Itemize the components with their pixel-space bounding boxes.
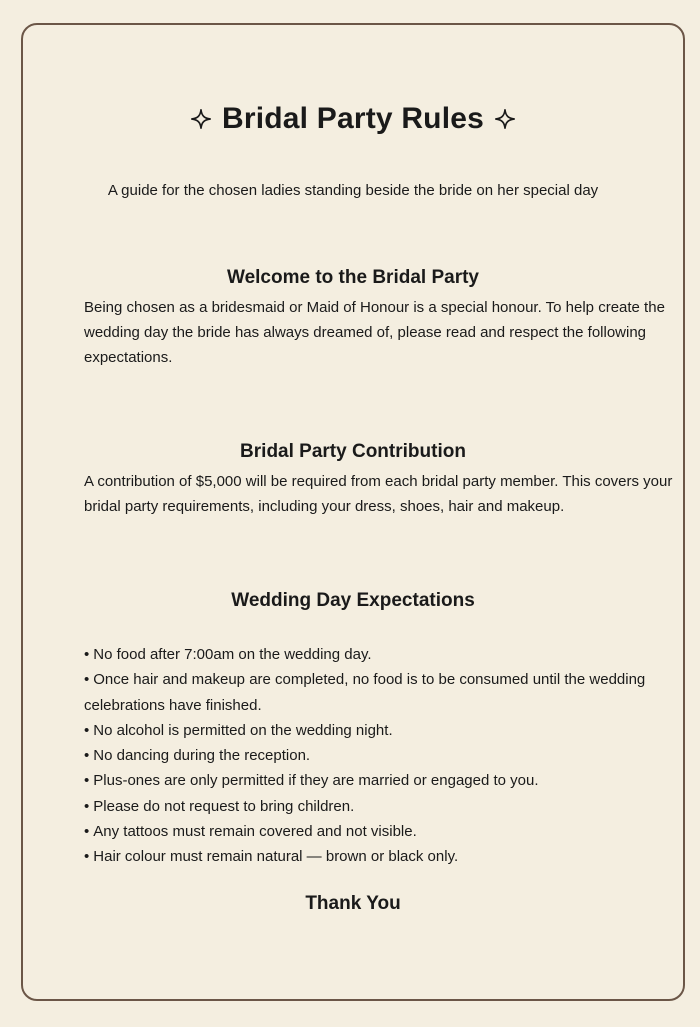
list-item [84, 819, 684, 844]
welcome-paragraph: Being chosen as a bridesmaid or Maid of Honour is a special honour. To help create the wedding day the bride has always dreamed of, please read and respect the following expectations. [84, 299, 665, 366]
rules-card [21, 23, 685, 1001]
rule-text: No food after 7:00am on the wedding day. [93, 646, 372, 663]
bullet: • [84, 721, 90, 739]
list-item [84, 844, 684, 869]
bullet: • [84, 823, 90, 841]
page-subtitle: A guide for the chosen ladies standing beside the bride on her special day [107, 182, 599, 199]
bullet: • [84, 646, 90, 663]
list-item [84, 768, 684, 793]
rule-text: Plus-ones are only permitted if they are married or engaged to you. [93, 772, 539, 790]
expectations-heading: Wedding Day Expectations [231, 590, 475, 611]
sparkle-icon [190, 108, 212, 130]
expectations-list [84, 642, 684, 870]
list-item [84, 642, 684, 667]
bullet: • [84, 671, 90, 689]
welcome-heading: Welcome to the Bridal Party [227, 267, 479, 288]
page-title: Bridal Party Rules [221, 102, 485, 135]
sparkle-icon [494, 108, 516, 130]
rule-text: No alcohol is permitted on the wedding night. [93, 721, 393, 739]
list-item [84, 667, 684, 718]
contribution-heading: Bridal Party Contribution [240, 441, 466, 462]
rule-text: Hair colour must remain natural — brown or black only. [93, 848, 459, 866]
list-item [84, 794, 684, 819]
rule-text: Please do not request to bring children. [93, 797, 355, 815]
bullet: • [84, 772, 90, 790]
contribution-paragraph: A contribution of $5,000 will be required from each bridal party member. This covers your bridal party requirements, including your dress, shoes, hair and makeup. [84, 473, 673, 515]
bullet: • [84, 797, 90, 815]
closing-text: Thank You [305, 893, 401, 914]
rule-text: Once hair and makeup are completed, no food is to be consumed until the wedding celebrations have finished. [84, 671, 646, 714]
title-row [23, 102, 683, 136]
bullet: • [84, 747, 90, 765]
list-item [84, 718, 684, 743]
list-item [84, 743, 684, 768]
rule-text: No dancing during the reception. [93, 747, 311, 765]
rule-text: Any tattoos must remain covered and not visible. [93, 823, 417, 841]
bullet: • [84, 848, 90, 866]
